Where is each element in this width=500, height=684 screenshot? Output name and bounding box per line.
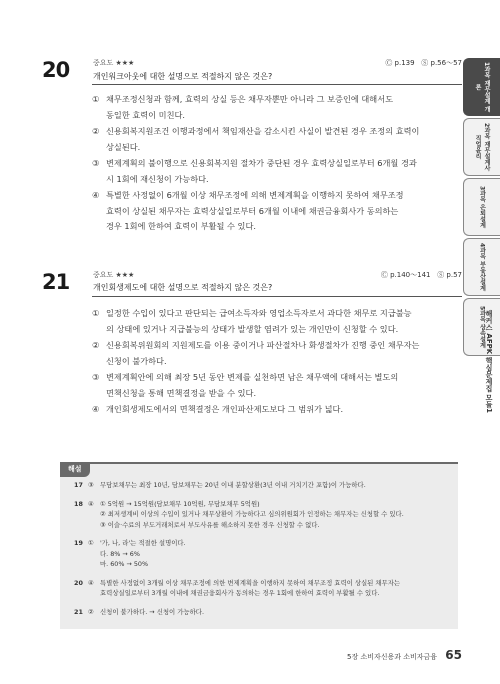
- explanation-label: 해설: [60, 462, 90, 477]
- option-text-line: 개인회생제도에서의 면책결정은 개인파산제도보다 그 범위가 넓다.: [106, 404, 344, 414]
- option-text-line: 변제계획의 불이행으로 신용회복지원 절차가 중단된 경우 효력상실일로부터 6개월 경과: [106, 158, 417, 168]
- explanation-question-number: 19: [74, 539, 83, 547]
- option-text-line: 면책신청을 통해 면책결정을 받을 수 있다.: [106, 387, 257, 398]
- book-title: 해커스 AFPK 핵심문제집 모듈1: [485, 310, 493, 413]
- explanation-text-line: 특별한 사정없이 3개월 이상 채무조정에 의한 변제계획을 이행하지 못하여 채무조정 효력이 상실된 채무자는: [100, 578, 401, 587]
- option-text-line: 상실된다.: [106, 141, 141, 152]
- difficulty: 중요도 ★★★: [93, 271, 135, 279]
- question-number: 21: [42, 270, 70, 294]
- option-text-line: 의 상태에 있거나 지급불능의 상태가 발생할 염려가 있는 개인만이 신청할 수 있다.: [106, 323, 399, 334]
- option-number: ②: [92, 126, 100, 136]
- option-text-line: 채무조정신청과 함께, 효력의 상실 등은 채무자뿐만 아니라 그 보증인에 대해서도: [106, 94, 394, 104]
- option-text-line: 신청이 불가하다.: [106, 355, 167, 366]
- explanation-answer: ③: [88, 481, 94, 489]
- explanation-item: [74, 480, 454, 491]
- option-number: ①: [92, 94, 100, 104]
- option-text-line: 특별한 사정없이 6개월 이상 채무조정에 의해 변제계획을 이행하지 못하여 채무조정: [106, 190, 404, 200]
- explanation-answer: ④: [88, 499, 94, 508]
- option-3[interactable]: [92, 370, 458, 401]
- explanation-item: [74, 607, 454, 618]
- tab-chapter-1[interactable]: 1과목 재무설계 개론: [463, 58, 500, 116]
- explanation-answer: ①: [88, 539, 94, 547]
- option-2[interactable]: [92, 124, 458, 155]
- option-3[interactable]: [92, 156, 458, 187]
- option-number: ④: [92, 190, 100, 200]
- option-2[interactable]: [92, 338, 458, 369]
- explanation-question-number: 20: [74, 578, 83, 587]
- option-text-line: 효력이 상실된 채무자는 효력상실일로부터 6개월 이내에 채권금융회사가 동의하는: [106, 205, 399, 216]
- reference-c: Ⓒ p.140～141: [380, 271, 431, 279]
- option-number: ③: [92, 372, 100, 382]
- explanation-answer: ④: [88, 578, 94, 587]
- explanation-question-number: 18: [74, 499, 83, 508]
- explanation-text-line: '가, 나, 라'는 적절한 설명이다.: [100, 539, 186, 547]
- explanation-text-line: 다. 8% → 6%: [100, 549, 140, 558]
- question-text: 개인워크아웃에 대한 설명으로 적절하지 않은 것은?: [93, 72, 273, 81]
- option-number: ①: [92, 308, 100, 318]
- option-text-line: 시 1회에 재신청이 가능하다.: [106, 173, 209, 184]
- option-1[interactable]: [92, 92, 458, 123]
- explanation-text-line: 마. 60% → 50%: [100, 560, 149, 568]
- option-text-line: 일정한 수입이 있다고 판단되는 급여소득자와 영업소득자로서 과다한 채무로 지급불능: [106, 308, 412, 318]
- reference-c: Ⓒ p.139: [385, 59, 415, 67]
- question-text: 개인회생제도에 대한 설명으로 적절하지 않은 것은?: [93, 283, 273, 292]
- option-4[interactable]: [92, 188, 458, 235]
- question-number: 20: [42, 58, 70, 82]
- explanation-text-line: ② 최저생계비 이상의 수입이 있거나 채무상환이 가능하다고 심의위원회가 인정하는 채무자는 신청할 수 있다.: [100, 510, 404, 518]
- chapter-title: 5장 소비자신용과 소비자금융: [347, 653, 438, 661]
- option-text-line: 동일한 효력이 미친다.: [106, 109, 185, 120]
- explanation-text-line: 무담보채무는 최장 10년, 담보채무는 20년 이내 분할상환(3년 이내 거치기간 포함)이 가능하다.: [100, 481, 366, 489]
- page-references: [381, 270, 462, 280]
- option-text-line: 경우 1회에 한하여 효력이 부활될 수 있다.: [106, 221, 256, 231]
- reference-s: Ⓢ p.56～57: [421, 59, 462, 67]
- option-4[interactable]: [92, 402, 458, 418]
- explanation-item: [74, 538, 454, 570]
- tab-chapter-3[interactable]: 3과목 은퇴설계: [463, 178, 500, 236]
- explanation-question-number: 21: [74, 607, 83, 616]
- option-number: ③: [92, 158, 100, 168]
- explanation-item: [74, 499, 454, 531]
- option-number: ②: [92, 340, 100, 350]
- explanation-answer: ②: [88, 607, 94, 616]
- question-divider: [92, 296, 462, 297]
- reference-s: Ⓢ p.57: [437, 271, 462, 279]
- explanation-text-line: 신청이 불가하다. → 신청이 가능하다.: [100, 607, 204, 616]
- page-references: [385, 58, 462, 68]
- option-text-line: 신용회복위원회의 지원제도를 이용 중이거나 파산절차나 화생절차가 진행 중인 채무자는: [106, 340, 420, 350]
- explanation-text-line: ① 5억원 → 15억원(담보채무 10억원, 무담보채무 5억원): [100, 499, 260, 508]
- explanation-text-line: ③ 이슬·수료의 부도거래처로서 부도사유를 해소하지 못한 경우 신청할 수 없다.: [100, 520, 320, 529]
- explanation-text-line: 효력상실일로부터 3개월 이내에 채권금융회사가 동의하는 경우 1회에 한하여 효력이 부활될 수 있다.: [100, 589, 380, 597]
- option-text-line: 신용회복지원조건 이행과정에서 책임재산을 감소시킨 사실이 발견된 경우 조정의 효력이: [106, 126, 420, 136]
- explanation-box: [60, 462, 458, 629]
- page-footer: [347, 648, 462, 662]
- explanation-item: [74, 578, 454, 599]
- page-number: 65: [445, 648, 462, 662]
- tab-chapter-2[interactable]: 2과목 재무설계사 직업윤리: [463, 118, 500, 176]
- explanation-question-number: 17: [74, 481, 83, 489]
- question-divider: [92, 84, 462, 85]
- tab-chapter-4[interactable]: 4과목 부동산설계: [463, 238, 500, 296]
- tab-chapter-5[interactable]: 5과목 상속설계: [463, 298, 500, 356]
- difficulty: 중요도 ★★★: [93, 59, 135, 67]
- option-1[interactable]: [92, 306, 458, 337]
- option-text-line: 변제계획안에 의해 최장 5년 동안 변제를 실천하면 남은 채무액에 대해서는 별도의: [106, 372, 399, 382]
- option-number: ④: [92, 404, 100, 414]
